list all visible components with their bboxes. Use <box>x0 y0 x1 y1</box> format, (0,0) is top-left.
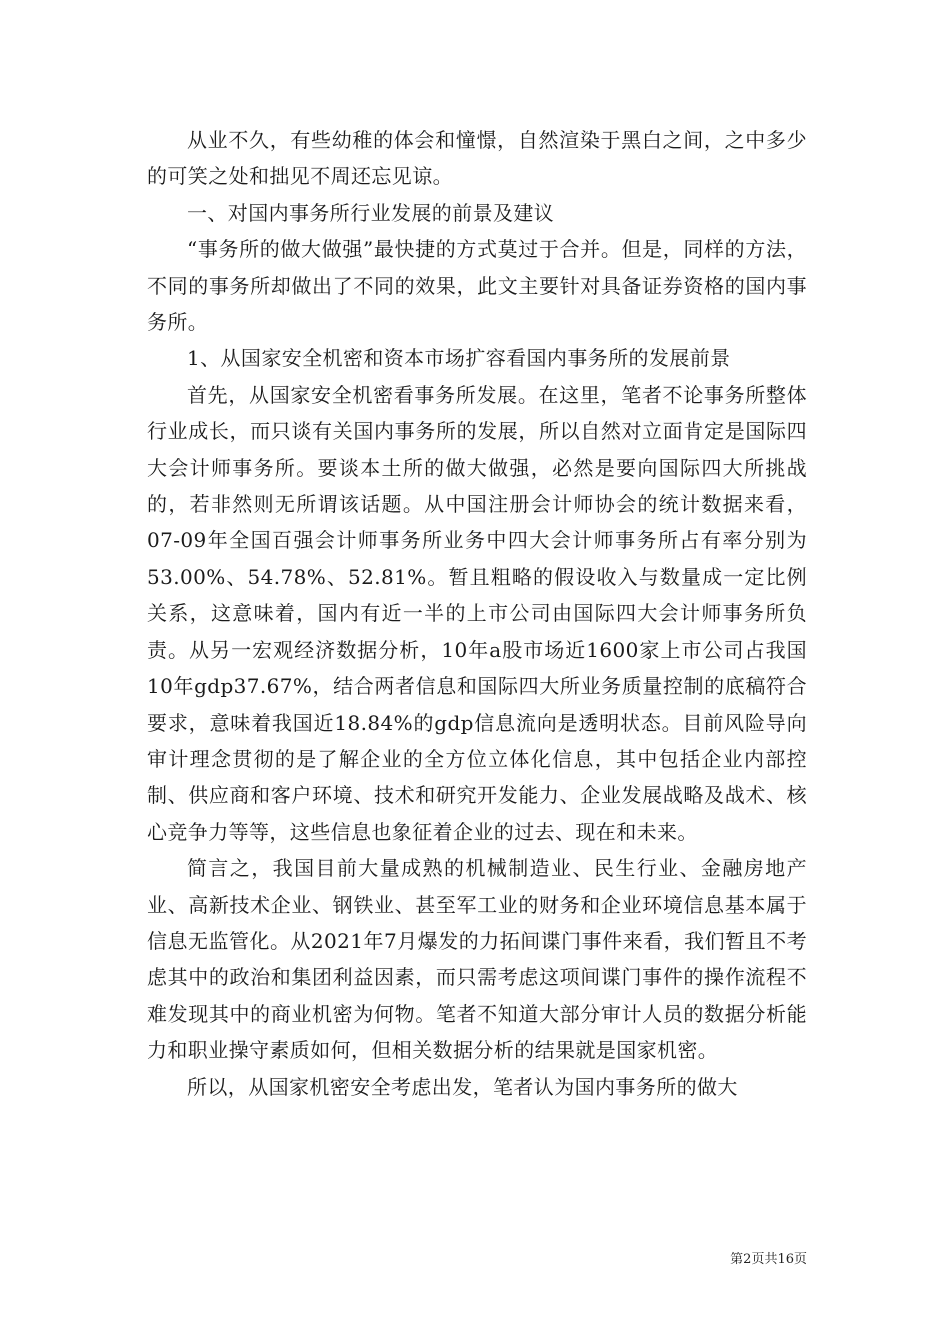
section-heading: 一、对国内事务所行业发展的前景及建议 <box>187 200 555 225</box>
paragraph-2: “事务所的做大做强”最快捷的方式莫过于合并。但是，同样的方法，不同的事务所却做出了不同的效果，此文主要针对具备证券资格的国内事务所。 <box>147 237 807 335</box>
body-text <box>147 122 807 1105</box>
subsection-heading: 1、从国家安全机密和资本市场扩容看国内事务所的发展前景 <box>187 346 731 371</box>
paragraph-5: 所以，从国家机密安全考虑出发，笔者认为国内事务所的做大 <box>187 1074 738 1099</box>
paragraph-1: 从业不久，有些幼稚的体会和憧憬，自然渲染于黑白之间，之中多少的可笑之处和拙见不周还忘见谅。 <box>147 128 807 189</box>
page-number: 第2页共16页 <box>730 1252 807 1267</box>
paragraph-3: 首先，从国家安全机密看事务所发展。在这里，笔者不论事务所整体行业成长，而只谈有关国内事务所的发展，所以自然对立面肯定是国际四大会计师事务所。要谈本土所的做大做强，必然是要向国际四大所挑战的，若非然则无所谓该话题。从中国注册会计师协会的统计数据来看，07-09年全国百强会计师事务所业务中四大会计师事务所占有率分别为53.00%、54.78%、52.81%。暂且粗略的假设收入与数量成一定比例关系，这意味着，国内有近一半的上市公司由国际四大会计师事务所负责。从另一宏观经济数据分析，10年a股市场近1600家上市公司占我国10年gdp37.67%，结合两者信息和国际四大所业务质量控制的底稿符合要求，意味着我国近18.84%的gdp信息流向是透明状态。目前风险导向审计理念贯彻的是了解企业的全方位立体化信息，其中包括企业内部控制、供应商和客户环境、技术和研究开发能力、企业发展战略及战术、核心竞争力等等，这些信息也象征着企业的过去、现在和未来。 <box>147 382 807 844</box>
paragraph-4: 简言之，我国目前大量成熟的机械制造业、民生行业、金融房地产业、高新技术企业、钢铁业、甚至军工业的财务和企业环境信息基本属于信息无监管化。从2021年7月爆发的力拓间谍门事件来看，我们暂且不考虑其中的政治和集团利益因素，而只需考虑这项间谍门事件的操作流程不难发现其中的商业机密为何物。笔者不知道大部分审计人员的数据分析能力和职业操守素质如何，但相关数据分析的结果就是国家机密。 <box>147 856 807 1063</box>
